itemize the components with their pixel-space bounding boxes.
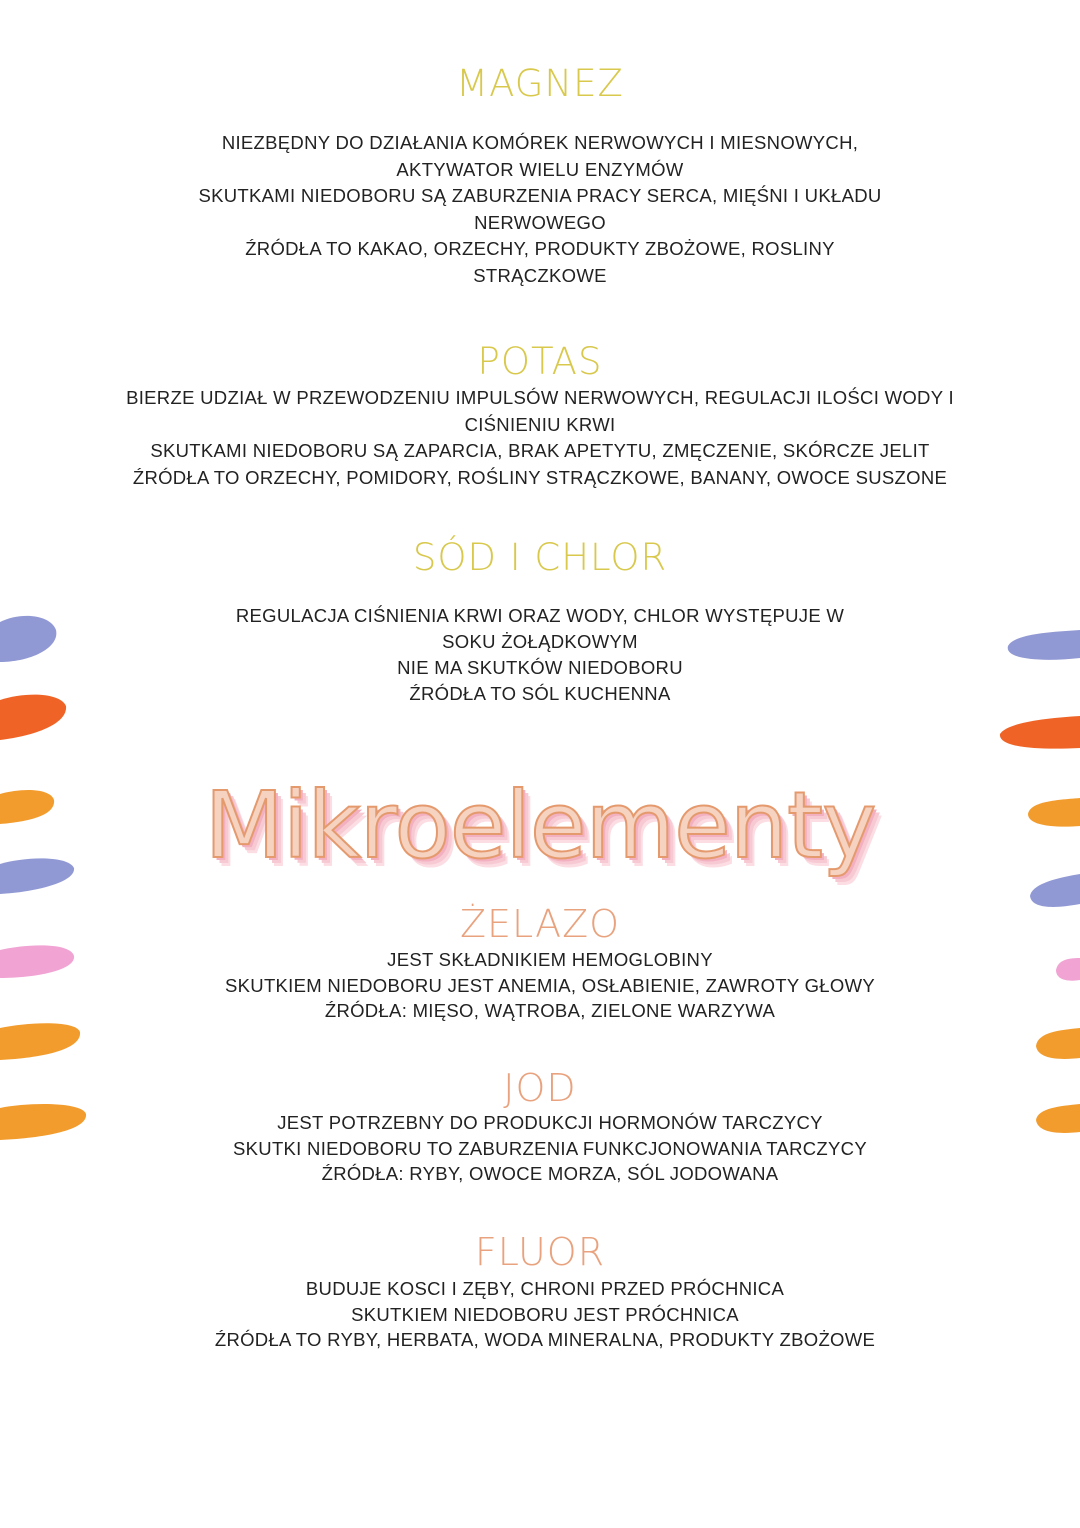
text-line: SKUTKIEM NIEDOBORU JEST PRÓCHNICA [351,1303,739,1325]
text-line: ŹRÓDŁA TO KAKAO, ORZECHY, PRODUKTY ZBOŻOWE, ROSLINY [245,238,835,260]
text-line: CIŚNIENIU KRWI [464,413,616,435]
section-heading-fluor: FLUOR [474,1230,606,1274]
section-heading-sod-i-chlor: SÓD I CHLOR [412,536,668,579]
brush-stroke-red [1000,716,1080,749]
text-line: ŹRÓDŁA: MIĘSO, WĄTROBA, ZIELONE WARZYWA [324,1000,776,1021]
section-title-mikroelementy: Mikroelementy [204,772,876,879]
section-body-potas [0,385,1080,491]
section-body-zelazo [0,947,1080,1024]
text-line: SKUTKAMI NIEDOBORU SĄ ZABURZENIA PRACY SERCA, MIĘŚNI I UKŁADU [198,185,882,207]
text-line: AKTYWATOR WIELU ENZYMÓW [396,158,684,180]
section-heading-jod: JOD [503,1066,577,1110]
section-heading-magnez: MAGNEZ [456,62,624,105]
text-line: STRĄCZKOWE [473,264,607,286]
text-line: SKUTKIEM NIEDOBORU JEST ANEMIA, OSŁABIENIE, ZAWROTY GŁOWY [225,974,875,996]
text-line: SKUTKI NIEDOBORU TO ZABURZENIA FUNKCJONOWANIA TARCZYCY [233,1137,867,1159]
text-line: SKUTKAMI NIEDOBORU SĄ ZAPARCIA, BRAK APETYTU, ZMĘCZENIE, SKÓRCZE JELIT [150,440,930,462]
section-body-jod [0,1110,1080,1187]
text-line: ŹRÓDŁA TO SÓL KUCHENNA [409,683,671,704]
text-line: BUDUJE KOSCI I ZĘBY, CHRONI PRZED PRÓCHNICA [305,1278,785,1299]
brush-stroke-orange [1036,1028,1080,1059]
text-line: NERWOWEGO [474,211,606,233]
text-line: JEST SKŁADNIKIEM HEMOGLOBINY [387,949,713,970]
text-line: BIERZE UDZIAŁ W PRZEWODZENIU IMPULSÓW NERWOWYCH, REGULACJI ILOŚCI WODY I [126,387,954,408]
text-line: ŹRÓDŁA TO ORZECHY, POMIDORY, ROŚLINY STRĄCZKOWE, BANANY, OWOCE SUSZONE [132,466,948,488]
text-line: ŹRÓDŁA: RYBY, OWOCE MORZA, SÓL JODOWANA [321,1163,779,1184]
text-line: JEST POTRZEBNY DO PRODUKCJI HORMONÓW TARCZYCY [277,1112,823,1133]
text-line: SOKU ŻOŁĄDKOWYM [442,631,638,652]
text-line: ŹRÓDŁA TO RYBY, HERBATA, WODA MINERALNA, PRODUKTY ZBOŻOWE [214,1329,876,1350]
section-body-magnez [0,130,1080,290]
section-body-sod-i-chlor [0,603,1080,707]
text-line: REGULACJA CIŚNIENIA KRWI ORAZ WODY, CHLOR WYSTĘPUJE W [235,605,845,626]
text-line: NIE MA SKUTKÓW NIEDOBORU [397,657,683,678]
section-heading-potas: POTAS [477,340,603,383]
text-line: NIEZBĘDNY DO DZIAŁANIA KOMÓREK NERWOWYCH I MIESNOWYCH, [221,132,859,153]
section-heading-zelazo: ŻELAZO [459,902,621,946]
brush-stroke-orange [0,1023,80,1060]
section-body-fluor [0,1276,1080,1353]
